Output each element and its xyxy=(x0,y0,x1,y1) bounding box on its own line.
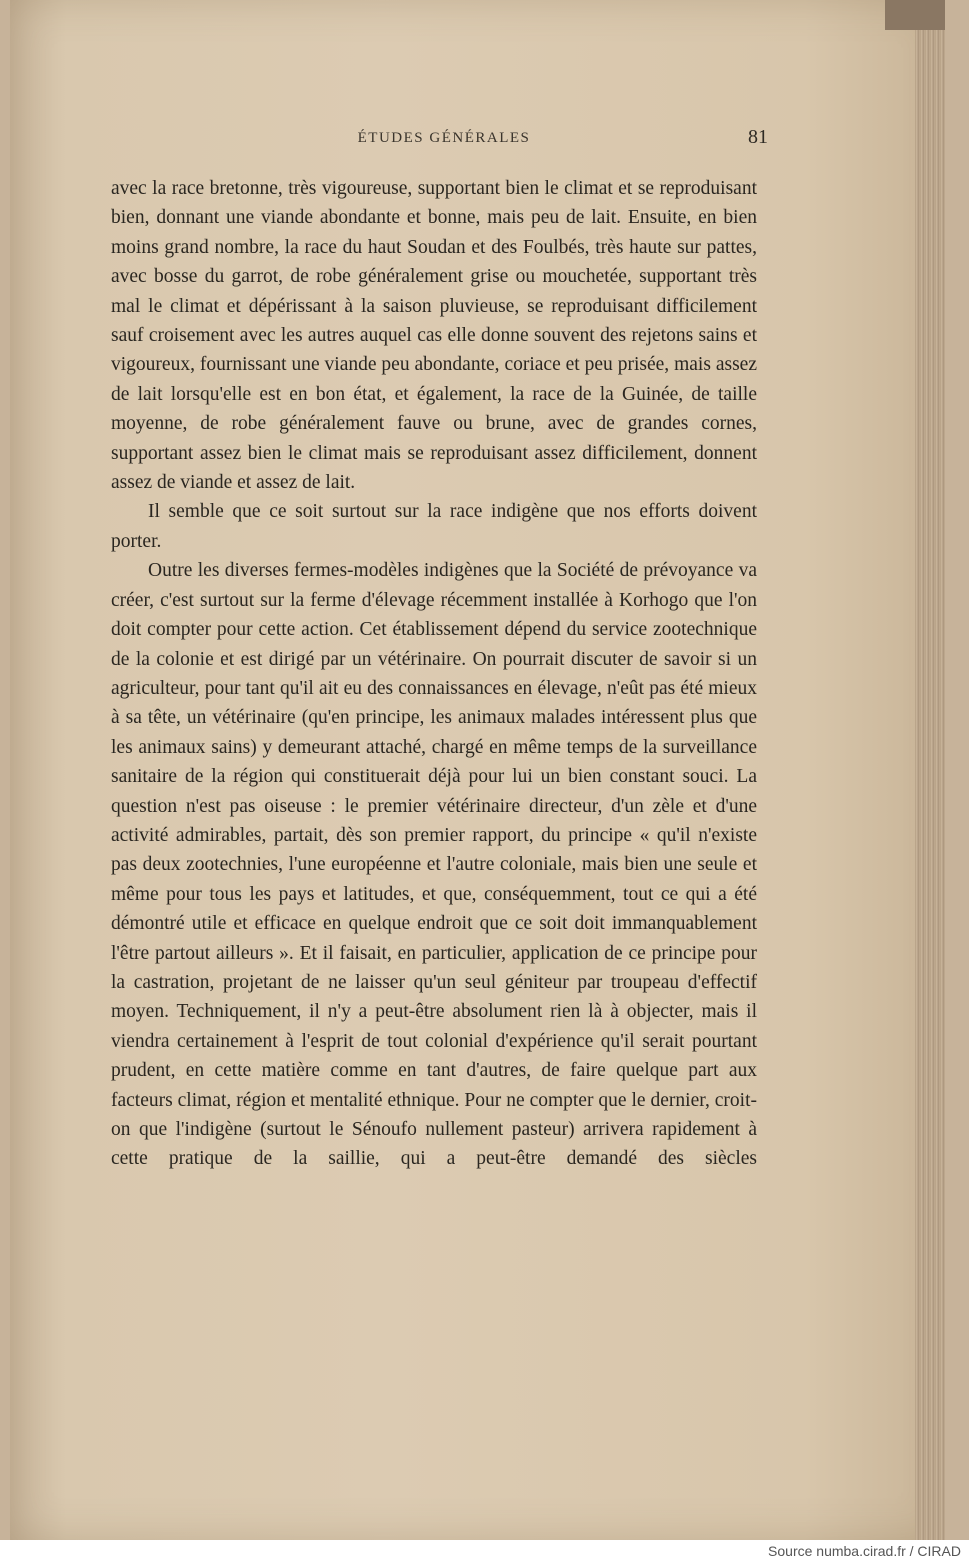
source-credit: Source numba.cirad.fr / CIRAD xyxy=(768,1543,961,1559)
running-head-title: ÉTUDES GÉNÉRALES xyxy=(357,130,531,146)
body-text xyxy=(111,174,757,1174)
running-head xyxy=(120,126,768,154)
paragraph-1: avec la race bretonne, très vigoureuse, supportant bien le climat et se reproduisant bien, donnant une viande abondante et bonne, mais peu de lait. Ensuite, en bien moins grand nombre, la race du haut Soudan et des Foulbés, très haute sur pattes, avec bosse du garrot, de robe généralement grise ou mouchetée, supportant très mal le climat et dépérissant à la saison pluvieuse, se reproduisant difficilement sauf croisement avec les autres auquel cas elle donne souvent des rejetons sains et vigoureux, fournissant une viande peu abondante, coriace et peu prisée, mais assez de lait lorsqu'elle est en bon état, et également, la race de la Guinée, de taille moyenne, de robe généralement fauve ou brune, avec de grandes cornes, supportant assez bien le climat mais se reproduisant assez difficilement, donnent assez de viande et assez de lait. xyxy=(111,178,757,494)
paragraph-3: Outre les diverses fermes-modèles indigènes que la Société de prévoyance va créer, c'est surtout sur la ferme d'élevage récemment installée à Korhogo que l'on doit compter pour cette action. Cet établissement dépend du service zootechnique de la colonie et est dirigé par un vétérinaire. On pourrait discuter de savoir si un agriculteur, pour tant qu'il ait eu des connaissances en élevage, n'eût pas été mieux à sa tête, un vétérinaire (qu'en principe, les animaux malades intéressent plus que les animaux sains) y demeurant attaché, chargé en même temps de la surveillance sanitaire de la région qui constituerait déjà pour lui un bien constant souci. La question n'est pas oiseuse : le premier vétérinaire directeur, d'un zèle et d'une activité admirables, partait, dès son premier rapport, du principe « qu'il n'existe pas deux zootechnies, l'une européenne et l'autre coloniale, mais bien une seule et même pour tous les pays et latitudes, et que, conséquemment, tout ce qui a été démontré utile et efficace en quelque endroit que ce soit doit immanquablement l'être partout ailleurs ». Et il faisait, en particulier, application de ce principe pour la castration, projetant de ne laisser qu'un seul géniteur par troupeau d'effectif moyen. Techniquement, il n'y a peut-être absolument rien là à objecter, mais il viendra certainement à l'esprit de tout colonial d'expérience qu'il serait pourtant prudent, en cette matière comme en tant d'autres, de faire quelque part aux facteurs climat, région et mentalité ethnique. Pour ne compter que le dernier, croit-on que l'indigène (surtout le Sénoufo nullement pasteur) arrivera rapidement à cette pratique de la saillie, qui a peut-être demandé des siècles xyxy=(111,560,757,1170)
paragraph-2: Il semble que ce soit surtout sur la race indigène que nos efforts doivent porter. xyxy=(111,501,757,552)
page-edges xyxy=(915,0,945,1540)
page-edge-top xyxy=(885,0,945,30)
page-number: 81 xyxy=(748,126,768,148)
